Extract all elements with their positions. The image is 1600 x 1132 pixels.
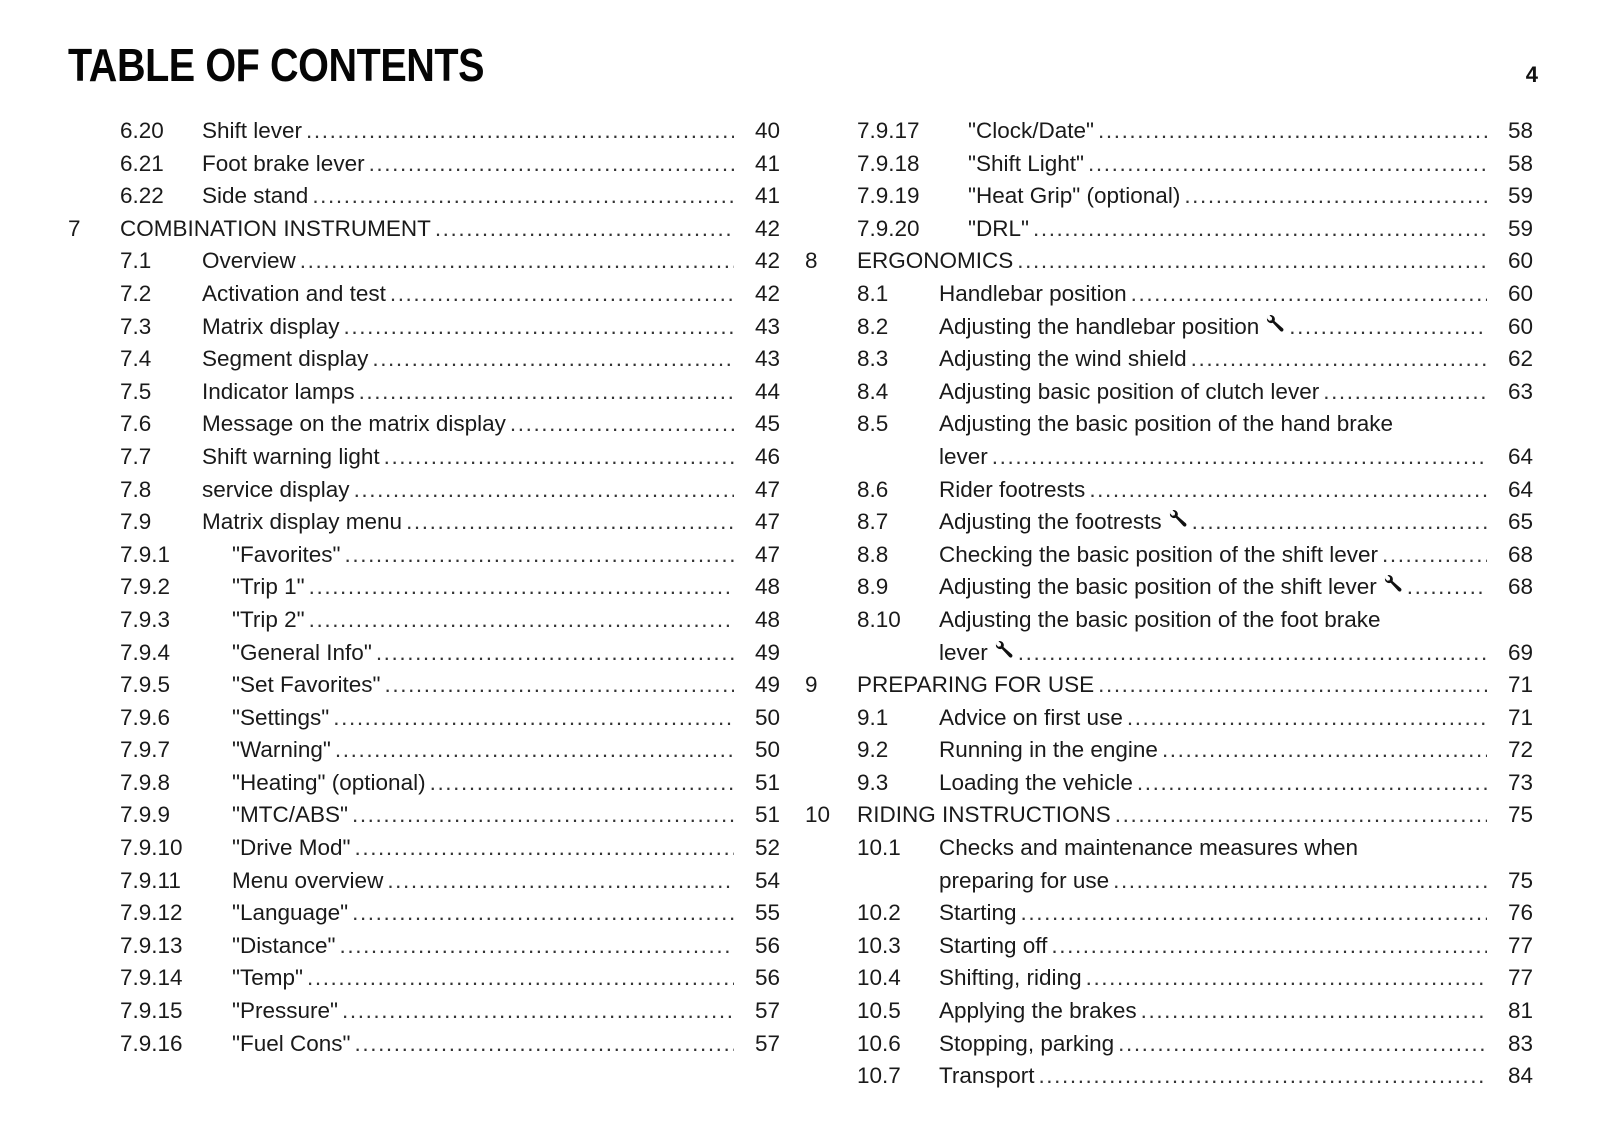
dot-leader <box>1115 799 1487 832</box>
page-title: TABLE OF CONTENTS <box>68 39 485 91</box>
toc-section-number: 8 <box>805 248 818 274</box>
dot-leader <box>345 539 734 572</box>
toc-section-number: 7.9.4 <box>120 639 171 665</box>
toc-section-number: 9.1 <box>857 704 889 730</box>
toc-entry[interactable] <box>805 376 1533 409</box>
toc-section-number: 10.4 <box>857 965 901 991</box>
toc-entry[interactable] <box>68 767 780 800</box>
toc-section-title[interactable]: "Distance" <box>232 932 336 958</box>
toc-page-number[interactable]: 58 <box>1507 150 1533 176</box>
toc-entry[interactable] <box>68 1028 780 1061</box>
toc-section-number: 7.9.9 <box>120 802 171 828</box>
toc-entry[interactable] <box>68 213 780 246</box>
toc-entry[interactable] <box>805 539 1533 572</box>
toc-right-column <box>805 115 1533 1093</box>
toc-section-title[interactable]: Running in the engine <box>939 737 1158 763</box>
toc-entry[interactable] <box>805 148 1533 181</box>
toc-page-number[interactable]: 60 <box>1507 248 1533 274</box>
dot-leader <box>355 1028 734 1061</box>
toc-entry[interactable] <box>68 734 780 767</box>
toc-page-number[interactable]: 77 <box>1507 932 1533 958</box>
dot-leader <box>309 571 734 604</box>
toc-section-title[interactable]: "Drive Mod" <box>232 835 351 861</box>
toc-section-title[interactable]: Foot brake lever <box>202 150 365 176</box>
toc-section-title[interactable]: Matrix display menu <box>202 509 403 535</box>
toc-section-number: 10.7 <box>857 1063 901 1089</box>
toc-section-title[interactable]: "Settings" <box>232 704 330 730</box>
toc-page-number[interactable]: 58 <box>1507 118 1533 143</box>
toc-entry[interactable] <box>805 278 1533 311</box>
toc-entry[interactable] <box>68 669 780 702</box>
toc-entry[interactable] <box>805 506 1533 539</box>
toc-entry[interactable] <box>805 995 1533 1028</box>
toc-section-number: 7.9.3 <box>120 606 171 632</box>
toc-page-number[interactable]: 43 <box>754 346 780 372</box>
toc-page-number[interactable]: 46 <box>754 443 780 469</box>
toc-page-number[interactable]: 56 <box>754 932 780 958</box>
toc-page-number[interactable]: 71 <box>1507 704 1533 730</box>
dot-leader <box>1118 1028 1487 1061</box>
toc-section-title[interactable]: Shifting, riding <box>939 965 1082 991</box>
toc-section-number: 7.1 <box>120 248 152 274</box>
toc-page-number[interactable]: 52 <box>754 835 780 861</box>
toc-section-number: 7.4 <box>120 346 152 372</box>
dot-leader <box>992 441 1487 474</box>
toc-page-number[interactable]: 47 <box>754 509 780 535</box>
toc-page-number[interactable]: 42 <box>754 248 780 274</box>
toc-section-title[interactable]: Adjusting the handlebar position <box>939 313 1260 339</box>
toc-entry[interactable] <box>805 1028 1533 1061</box>
toc-section-number: 8.7 <box>857 509 889 535</box>
dot-leader <box>1382 539 1487 572</box>
wrench-icon <box>994 640 1014 660</box>
toc-entry[interactable] <box>805 213 1533 246</box>
toc-section-number: 6.22 <box>120 183 164 209</box>
toc-entry[interactable] <box>805 734 1533 767</box>
toc-entry[interactable] <box>68 799 780 832</box>
toc-entry[interactable] <box>805 962 1533 995</box>
toc-page-number[interactable]: 50 <box>754 737 780 763</box>
toc-section-number: 7.8 <box>120 476 152 502</box>
toc-page-number[interactable]: 59 <box>1507 215 1533 241</box>
page-number: 4 <box>1525 62 1538 87</box>
toc-section-title[interactable]: "DRL" <box>968 215 1029 241</box>
dot-leader <box>340 930 734 963</box>
toc-entry[interactable] <box>805 115 1533 148</box>
toc-section-title[interactable]: "Shift Light" <box>968 150 1085 176</box>
toc-section-title-continued[interactable]: lever <box>939 443 988 469</box>
toc-section-number: 10.5 <box>857 998 901 1024</box>
toc-page-number[interactable]: 81 <box>1507 998 1533 1024</box>
toc-entry[interactable] <box>68 441 780 474</box>
toc-page-number[interactable]: 64 <box>1507 443 1533 469</box>
dot-leader <box>372 343 734 376</box>
toc-page-number[interactable]: 40 <box>754 118 780 143</box>
toc-page-number[interactable]: 64 <box>1507 476 1533 502</box>
toc-entry[interactable] <box>805 897 1533 930</box>
toc-entry[interactable] <box>68 637 780 670</box>
toc-section-title[interactable]: Matrix display <box>202 313 340 339</box>
toc-section-title[interactable]: Rider footrests <box>939 476 1086 502</box>
dot-leader <box>384 441 734 474</box>
toc-entry[interactable] <box>805 669 1533 702</box>
toc-entry[interactable] <box>68 702 780 735</box>
toc-section-number: 7.9.2 <box>120 574 171 600</box>
toc-section-title[interactable]: Shift lever <box>202 118 303 143</box>
toc-section-number: 7.9 <box>120 509 152 535</box>
toc-section-title[interactable]: "Heating" (optional) <box>232 769 426 795</box>
toc-section-number: 6.21 <box>120 150 164 176</box>
toc-page-number[interactable]: 72 <box>1507 737 1533 763</box>
toc-section-title[interactable]: "General Info" <box>232 639 372 665</box>
dot-leader <box>344 311 734 344</box>
toc-section-number: 9.2 <box>857 737 889 763</box>
toc-page-number[interactable]: 73 <box>1507 769 1533 795</box>
toc-section-number: 10.2 <box>857 900 901 926</box>
toc-entry[interactable] <box>805 702 1533 735</box>
toc-section-number: 7.3 <box>120 313 152 339</box>
dot-leader <box>376 637 734 670</box>
dot-leader <box>510 408 734 441</box>
toc-entry[interactable] <box>805 474 1533 507</box>
toc-page-number[interactable]: 59 <box>1507 183 1533 209</box>
toc-entry[interactable] <box>68 604 780 637</box>
toc-page-number[interactable]: 75 <box>1507 867 1533 893</box>
toc-section-title[interactable]: Adjusting the basic position of the foot brake <box>939 606 1381 632</box>
toc-section-number: 7.9.7 <box>120 737 171 763</box>
toc-section-number: 7.9.8 <box>120 769 171 795</box>
toc-section-number: 7.5 <box>120 378 152 404</box>
toc-section-title[interactable]: "Trip 2" <box>232 606 305 632</box>
toc-section-number: 8.1 <box>857 280 889 306</box>
toc-page-number[interactable]: 71 <box>1507 672 1533 698</box>
dot-leader <box>387 865 734 898</box>
toc-section-title[interactable]: Segment display <box>202 346 369 372</box>
dot-leader <box>1051 930 1487 963</box>
toc-entry[interactable] <box>805 930 1533 963</box>
dot-leader <box>1086 962 1487 995</box>
toc-section-number: 7.9.18 <box>857 150 920 176</box>
toc-section-title[interactable]: "Set Favorites" <box>232 672 381 698</box>
toc-page-number[interactable]: 65 <box>1507 509 1533 535</box>
toc-section-title[interactable]: service display <box>202 476 350 502</box>
toc-page-number[interactable]: 41 <box>754 150 780 176</box>
dot-leader <box>1127 702 1487 735</box>
toc-section-title[interactable]: "Temp" <box>232 965 303 991</box>
dot-leader <box>1017 245 1487 278</box>
toc-page-number[interactable]: 44 <box>754 378 780 404</box>
dot-leader <box>1088 148 1487 181</box>
toc-section-title[interactable]: "Heat Grip" (optional) <box>968 183 1181 209</box>
toc-page-number[interactable]: 60 <box>1507 313 1533 339</box>
toc-section-number: 8.3 <box>857 346 889 372</box>
toc-section-title[interactable]: "Trip 1" <box>232 574 305 600</box>
toc-page-number[interactable]: 41 <box>754 183 780 209</box>
toc-page-number[interactable]: 48 <box>754 574 780 600</box>
toc-entry[interactable] <box>805 799 1533 832</box>
toc-section-number: 7.9.16 <box>120 1030 183 1056</box>
dot-leader <box>307 962 734 995</box>
toc-section-title-continued[interactable]: preparing for use <box>939 867 1110 893</box>
dot-leader <box>1098 115 1487 148</box>
toc-entry[interactable] <box>68 571 780 604</box>
dot-leader <box>1323 376 1487 409</box>
dot-leader <box>1407 571 1487 604</box>
toc-section-number: 7.9.20 <box>857 215 920 241</box>
toc-entry[interactable] <box>805 343 1533 376</box>
toc-section-title[interactable]: "Clock/Date" <box>968 118 1095 143</box>
toc-entry[interactable] <box>68 865 780 898</box>
dot-leader <box>306 115 734 148</box>
toc-section-title[interactable]: Applying the brakes <box>939 998 1137 1024</box>
toc-entry[interactable] <box>805 408 1533 473</box>
toc-page-number[interactable]: 55 <box>754 900 780 926</box>
toc-section-number: 7.2 <box>120 280 152 306</box>
toc-section-title[interactable]: Adjusting basic position of clutch lever <box>939 378 1320 404</box>
toc-section-title[interactable]: "Favorites" <box>232 541 341 567</box>
toc-page-number[interactable]: 75 <box>1507 802 1533 828</box>
toc-entry[interactable] <box>68 245 780 278</box>
toc-section-title[interactable]: Menu overview <box>232 867 384 893</box>
toc-entry[interactable] <box>805 604 1533 669</box>
toc-page-number[interactable]: 77 <box>1507 965 1533 991</box>
toc-entry[interactable] <box>805 571 1533 604</box>
dot-leader <box>390 278 734 311</box>
toc-page-number[interactable]: 47 <box>754 476 780 502</box>
toc-section-title-continued[interactable]: lever <box>939 639 988 665</box>
toc-page-number[interactable]: 60 <box>1507 280 1533 306</box>
toc-section-title[interactable]: Starting off <box>939 932 1048 958</box>
dot-leader <box>435 213 734 246</box>
toc-page-number[interactable]: 68 <box>1507 541 1533 567</box>
dot-leader <box>1141 995 1487 1028</box>
toc-page-number[interactable]: 69 <box>1507 639 1533 665</box>
toc-entry[interactable] <box>68 278 780 311</box>
toc-section-number: 7.9.11 <box>120 867 181 893</box>
dot-leader <box>1021 897 1487 930</box>
toc-page-number[interactable]: 42 <box>754 215 780 241</box>
dot-leader <box>1289 311 1487 344</box>
toc-section-title[interactable]: Message on the matrix display <box>202 411 506 437</box>
toc-page-number[interactable]: 57 <box>754 1030 780 1056</box>
dot-leader <box>342 995 734 1028</box>
toc-page-number[interactable]: 76 <box>1507 900 1533 926</box>
toc-entry[interactable] <box>68 408 780 441</box>
toc-page-number[interactable]: 51 <box>754 769 780 795</box>
toc-section-number: 8.9 <box>857 574 889 600</box>
wrench-icon <box>1383 574 1403 594</box>
toc-section-title[interactable]: Adjusting the footrests <box>939 509 1162 535</box>
toc-entry[interactable] <box>68 995 780 1028</box>
dot-leader <box>355 832 735 865</box>
dot-leader <box>1162 734 1487 767</box>
toc-section-number: 10.3 <box>857 932 901 958</box>
toc-entry[interactable] <box>68 897 780 930</box>
dot-leader <box>312 180 734 213</box>
toc-section-title[interactable]: Stopping, parking <box>939 1030 1115 1056</box>
toc-section-number: 7.9.5 <box>120 672 171 698</box>
toc-section-number: 7.9.14 <box>120 965 183 991</box>
toc-entry[interactable] <box>68 930 780 963</box>
toc-section-title[interactable]: Overview <box>202 248 296 274</box>
toc-section-number: 8.6 <box>857 476 889 502</box>
toc-section-title[interactable]: Adjusting the basic position of the hand brake <box>939 411 1394 437</box>
toc-entry[interactable] <box>68 832 780 865</box>
dot-leader <box>1098 669 1487 702</box>
dot-leader <box>1038 1060 1487 1093</box>
toc-section-title[interactable]: RIDING INSTRUCTIONS <box>857 802 1111 828</box>
dot-leader <box>333 702 734 735</box>
toc-entry[interactable] <box>805 767 1533 800</box>
dot-leader <box>354 474 734 507</box>
toc-page-number[interactable]: 57 <box>754 998 780 1024</box>
toc-section-title[interactable]: COMBINATION INSTRUMENT <box>120 215 431 241</box>
dot-leader <box>1137 767 1487 800</box>
toc-entry[interactable] <box>805 180 1533 213</box>
toc-section-title[interactable]: "Warning" <box>232 737 331 763</box>
toc-entry[interactable] <box>805 311 1533 344</box>
toc-section-number: 7 <box>68 215 81 241</box>
dot-leader <box>359 376 734 409</box>
toc-entry[interactable] <box>805 832 1533 897</box>
dot-leader <box>1018 637 1487 670</box>
toc-entry[interactable] <box>68 962 780 995</box>
toc-section-title[interactable]: Advice on first use <box>939 704 1123 730</box>
toc-page-number[interactable]: 84 <box>1507 1063 1533 1089</box>
dot-leader <box>309 604 734 637</box>
toc-section-title[interactable]: Indicator lamps <box>202 378 355 404</box>
dot-leader <box>1131 278 1487 311</box>
toc-page-number[interactable]: 83 <box>1507 1030 1533 1056</box>
toc-section-number: 8.5 <box>857 411 889 437</box>
toc-section-number: 7.9.13 <box>120 932 183 958</box>
toc-page-number[interactable]: 48 <box>754 606 780 632</box>
toc-section-number: 7.9.17 <box>857 118 920 143</box>
dot-leader <box>1089 474 1487 507</box>
toc-entry[interactable] <box>68 343 780 376</box>
toc-page-number[interactable]: 54 <box>754 867 780 893</box>
toc-entry[interactable] <box>805 245 1533 278</box>
toc-section-title[interactable]: Loading the vehicle <box>939 769 1133 795</box>
toc-section-number: 10.1 <box>857 835 901 861</box>
toc-entry[interactable] <box>68 115 780 148</box>
dot-leader <box>352 897 734 930</box>
toc-page-number[interactable]: 68 <box>1507 574 1533 600</box>
toc-page-number[interactable]: 45 <box>754 411 780 437</box>
toc-section-title[interactable]: PREPARING FOR USE <box>857 672 1095 698</box>
toc-page-number[interactable]: 63 <box>1507 378 1533 404</box>
toc-entry[interactable] <box>805 1060 1533 1093</box>
toc-section-title[interactable]: ERGONOMICS <box>857 248 1014 274</box>
dot-leader <box>1184 180 1487 213</box>
toc-section-title[interactable]: Transport <box>939 1063 1035 1089</box>
dot-leader <box>385 669 734 702</box>
dot-leader <box>369 148 734 181</box>
toc-section-number: 8.10 <box>857 606 901 632</box>
dot-leader <box>1033 213 1487 246</box>
toc-section-title[interactable]: Starting <box>939 900 1017 926</box>
toc-entry[interactable] <box>68 506 780 539</box>
dot-leader <box>300 245 734 278</box>
toc-entry[interactable] <box>68 148 780 181</box>
toc-section-number: 7.9.15 <box>120 998 183 1024</box>
toc-section-number: 9 <box>805 672 818 698</box>
toc-section-title[interactable]: Side stand <box>202 183 309 209</box>
toc-section-title[interactable]: Checking the basic position of the shift lever <box>939 541 1378 567</box>
toc-section-number: 7.9.12 <box>120 900 183 926</box>
toc-page-number[interactable]: 42 <box>754 280 780 306</box>
dot-leader <box>1191 343 1487 376</box>
toc-section-title[interactable]: "Language" <box>232 900 349 926</box>
toc-page-number[interactable]: 49 <box>754 672 780 698</box>
toc-section-number: 7.9.1 <box>120 541 171 567</box>
toc-section-number: 7.6 <box>120 411 152 437</box>
toc-section-title[interactable]: Adjusting the basic position of the shift lever <box>939 574 1377 600</box>
toc-section-number: 7.7 <box>120 443 152 469</box>
toc-section-number: 7.9.19 <box>857 183 920 209</box>
wrench-icon <box>1168 509 1188 529</box>
dot-leader <box>1192 506 1487 539</box>
toc-section-number: 6.20 <box>120 118 164 143</box>
toc-page-number[interactable]: 43 <box>754 313 780 339</box>
toc-page-number[interactable]: 62 <box>1507 346 1533 372</box>
toc-section-number: 8.8 <box>857 541 889 567</box>
toc-entry[interactable] <box>68 376 780 409</box>
toc-entry[interactable] <box>68 180 780 213</box>
toc-section-number: 10 <box>805 802 831 828</box>
wrench-icon <box>1265 314 1285 334</box>
toc-section-number: 7.9.6 <box>120 704 171 730</box>
toc-section-title[interactable]: "Pressure" <box>232 998 339 1024</box>
toc-section-title[interactable]: Adjusting the wind shield <box>939 346 1187 372</box>
toc-left-column <box>68 115 780 1060</box>
toc-section-number: 7.9.10 <box>120 835 183 861</box>
toc-page-number[interactable]: 56 <box>754 965 780 991</box>
dot-leader <box>335 734 734 767</box>
toc-section-title[interactable]: "MTC/ABS" <box>232 802 348 828</box>
toc-entry[interactable] <box>68 474 780 507</box>
toc-section-title[interactable]: "Fuel Cons" <box>232 1030 351 1056</box>
toc-entry[interactable] <box>68 539 780 572</box>
toc-page-number[interactable]: 47 <box>754 541 780 567</box>
toc-section-number: 9.3 <box>857 769 889 795</box>
toc-section-number: 8.4 <box>857 378 889 404</box>
dot-leader <box>352 799 734 832</box>
toc-section-number: 10.6 <box>857 1030 901 1056</box>
toc-section-title[interactable]: Activation and test <box>202 280 386 306</box>
toc-page-number[interactable]: 50 <box>754 704 780 730</box>
dot-leader <box>430 767 734 800</box>
dot-leader <box>1113 865 1487 898</box>
toc-section-title[interactable]: Handlebar position <box>939 280 1127 306</box>
toc-page-number[interactable]: 51 <box>754 802 780 828</box>
toc-page-number[interactable]: 49 <box>754 639 780 665</box>
toc-section-title[interactable]: Checks and maintenance measures when <box>939 835 1358 861</box>
toc-entry[interactable] <box>68 311 780 344</box>
dot-leader <box>406 506 734 539</box>
toc-section-number: 8.2 <box>857 313 889 339</box>
toc-section-title[interactable]: Shift warning light <box>202 443 380 469</box>
